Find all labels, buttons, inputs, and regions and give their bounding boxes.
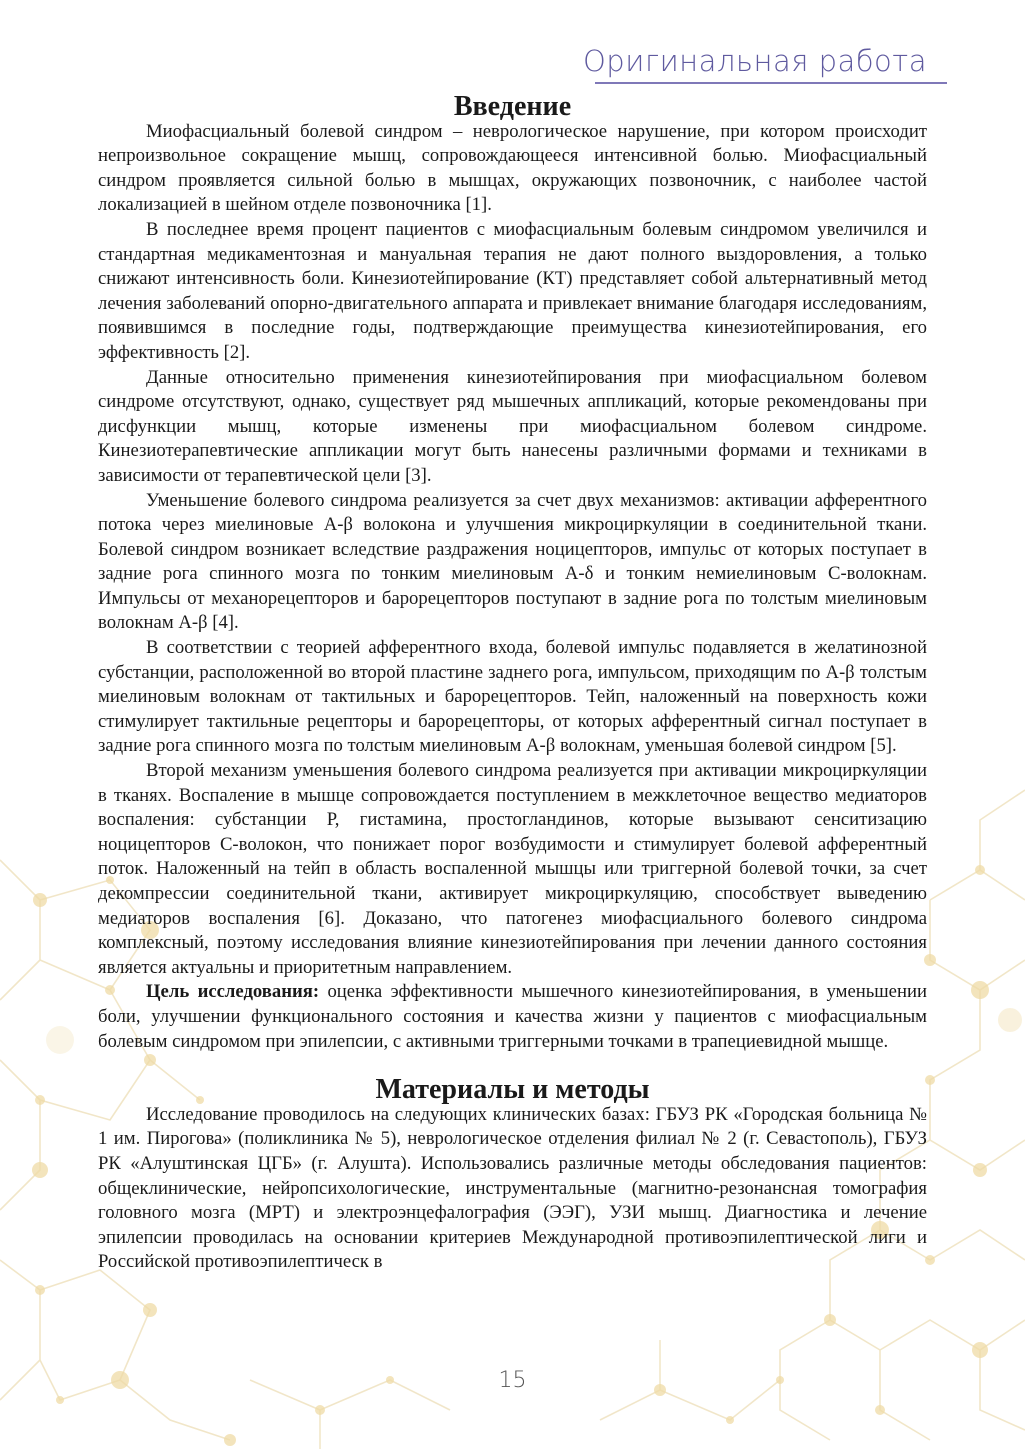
section-title-introduction: Введение (453, 91, 572, 122)
study-aim-label: Цель исследования: (146, 981, 320, 1003)
study-aim-text: оценка эффективности мышечного кинезиотейпирования, в уменьшении боли, улучшении функционального состояния и качества жизни у пациентов с миофасциальным болевым синдромом при эпилепсии, с активными триггерными точками в трапециевидной мышце. (98, 981, 927, 1052)
journal-section-header: Оригинальная работа (582, 44, 927, 78)
paragraph: Миофасциальный болевой синдром – неврологическое нарушение, при котором происходит непроизвольное сокращение мышц, сопровождающееся интенсивной болью. Миофасциальный синдром проявляется сильной болью в мышцах, окружающих позвоночник, с наиболее частой локализацией в шейном отделе позвоночника [1]. (98, 120, 927, 216)
page-number: 15 (498, 1368, 527, 1393)
paragraph: В соответствии с теорией афферентного входа, болевой импульс подавляется в желатинозной субстанции, расположенной во второй пластине заднего рога, импульсом, приходящим по А-β толстым миелиновым волокнам от тактильных и барорецепторов. Тейп, наложенный на поверхность кожи стимулирует тактильные рецепторы и барорецепторы, от которых афферентный сигнал поступает в задние рога спинного мозга по толстым миелиновым А-β волокнам, уменьшая болевой синдром [5]. (98, 637, 927, 757)
paragraph: В последнее время процент пациентов с миофасциальным болевым синдромом увеличился и стандартная медикаментозная и мануальная терапия не дают полного выздоровления, а только снижают интенсивность боли. Кинезиотейпирование (КТ) представляет собой альтернативный метод лечения заболеваний опорно-двигательного аппарата и привлекает внимание благодаря исследованиям, появившимся в последние годы, подтверждающие преимущества кинезиотейпирования, его эффективность [2]. (98, 218, 927, 363)
paragraph: Второй механизм уменьшения болевого синдрома реализуется при активации микроциркуляции в тканях. Воспаление в мышце сопровождается поступлением в межклеточное вещество медиаторов воспаления: субстанции Р, гистамина, простогландинов, которые вызывают сенситизацию ноцицепторов С-волокон, что понижает порог возбудимости и стимулирует болевой афферентный поток. Наложенный на тейп в область воспаленной мышцы или триггерной болевой точки, за счет декомпрессии соединительной ткани, активирует микроциркуляцию, способствует выведению медиаторов воспаления [6]. Доказано, что патогенез миофасциального болевого синдрома комплексный, поэтому исследования влияние кинезиотейпирования при лечении данного состояния является актуальны и приоритетным направлением. (98, 760, 927, 978)
article-body (98, 91, 927, 1275)
header-divider (595, 82, 947, 84)
paragraph: Уменьшение болевого синдрома реализуется за счет двух механизмов: активации афферентного потока через миелиновые А-β волокона и улучшения микроциркуляции в соединительной ткани. Болевой синдром возникает вследствие раздражения ноцицепторов, импульс от которых поступает в задние рога спинного мозга по тонким миелиновым А-δ и тонким немиелиновым С-волокнам. Импульсы от механорецепторов и барорецепторов поступают в задние рога по толстым миелиновым волокнам А-β [4]. (98, 489, 927, 634)
paragraph: Исследование проводилось на следующих клинических базах: ГБУЗ РК «Городская больница № 1 им. Пирогова» (поликлиника № 5), неврологическое отделения филиал № 2 (г. Севастополь), ГБУЗ РК «Алуштинская ЦГБ» (г. Алушта). Использовались различные методы обследования пациентов: общеклинические, нейропсихологические, инструментальные (магнитно-резонансная томография головного мозга (МРТ) и электроэнцефалография (ЭЭГ), УЗИ мышц. Диагностика и лечение эпилепсии проводилась на основании критериев Международной противоэпилептической лиги и Российской противоэпилептическ в (98, 1103, 927, 1273)
section-title-materials-methods: Материалы и методы (375, 1074, 650, 1106)
study-aim-paragraph (98, 980, 927, 1054)
paragraph: Данные относительно применения кинезиотейпирования при миофасциальном болевом синдроме отсутствуют, однако, существует ряд мышечных аппликаций, которые рекомендованы при дисфункции мышц, которые изменены при миофасциальном болевом синдроме. Кинезиотерапевтические аппликации могут быть нанесены различными формами и техниками в зависимости от терапевтической цели [3]. (98, 366, 927, 486)
